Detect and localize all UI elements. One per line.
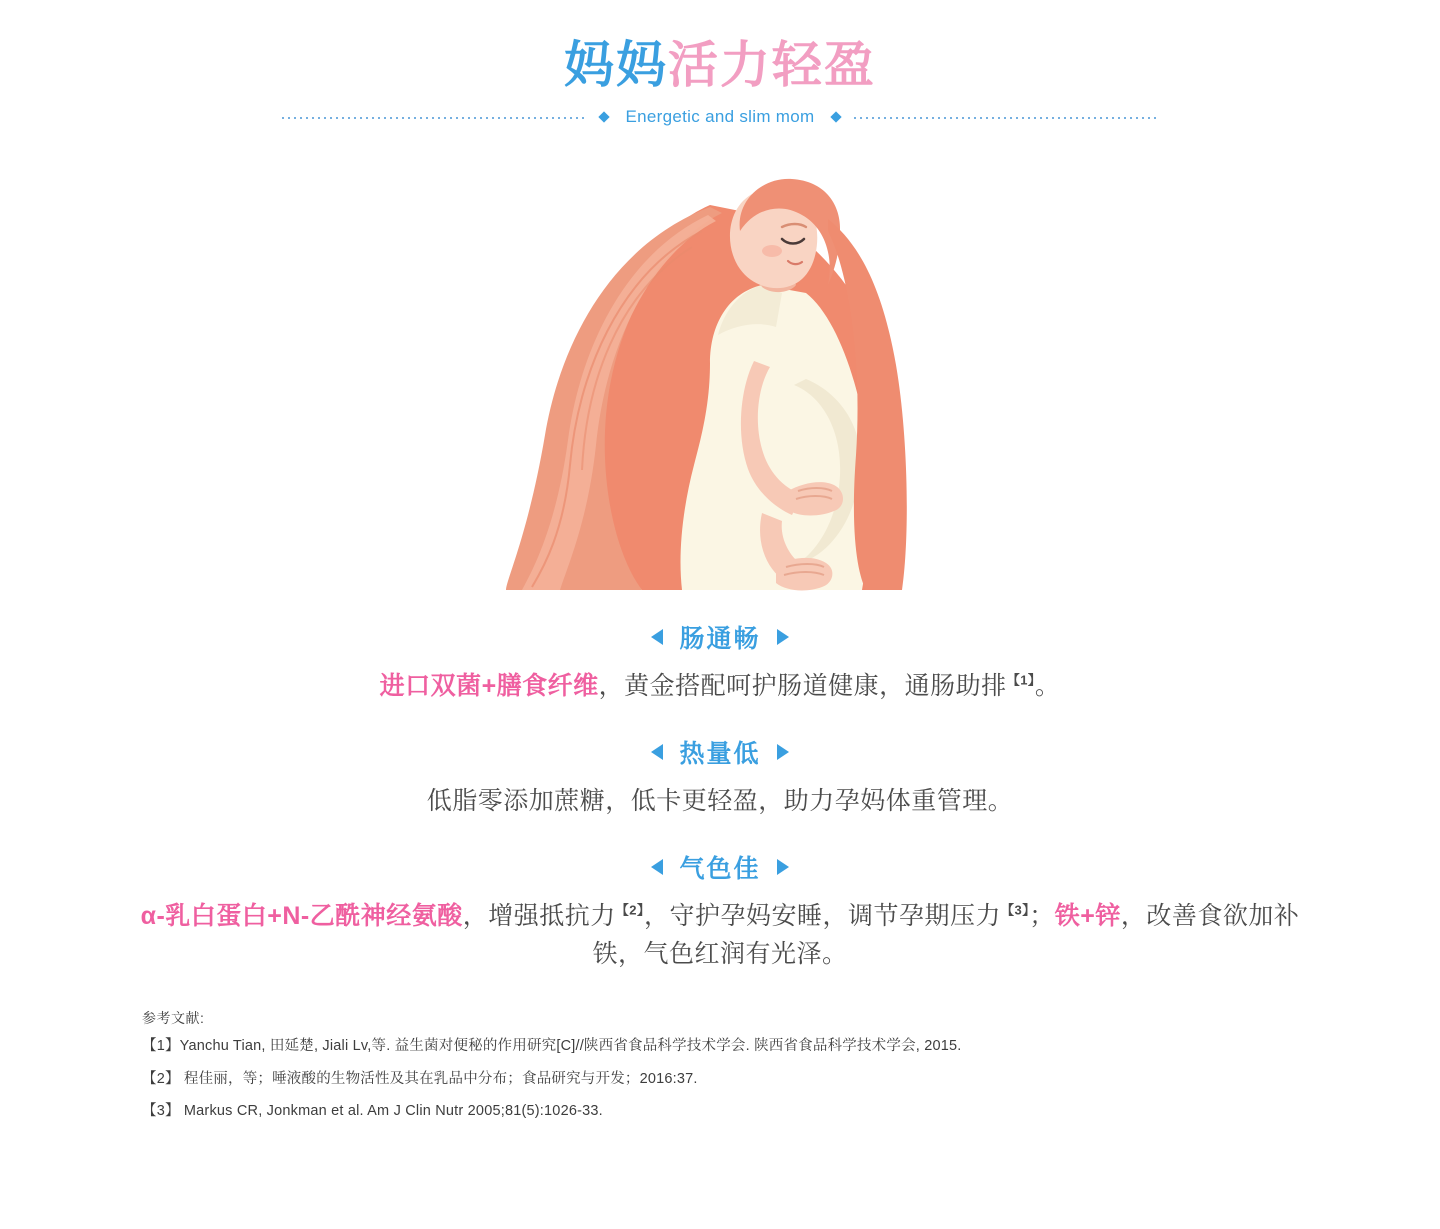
illustration-container [0, 135, 1440, 605]
feature-3-text: ，增强抵抗力 [462, 901, 616, 930]
diamond-icon-right [831, 111, 842, 122]
page-header [0, 0, 1440, 127]
diamond-icon-left [598, 111, 609, 122]
feature-1-header [140, 619, 1300, 655]
subtitle-row [280, 107, 1160, 127]
feature-block-1 [140, 619, 1300, 706]
feature-3-title: 气色佳 [679, 854, 761, 883]
features-section [140, 619, 1300, 974]
feature-block-2 [140, 734, 1300, 821]
references-heading: 参考文献: [142, 1010, 205, 1026]
feature-3-text-mid: ，守护孕妈安睡，调节孕期压力 [644, 901, 1002, 930]
feature-3-highlight: α-乳白蛋白+N-乙酰神经氨酸 [140, 901, 463, 930]
feature-2-header [140, 734, 1300, 770]
feature-3-text-mid2: ； [1029, 901, 1055, 930]
triangle-left-icon [651, 744, 663, 760]
feature-3-reference-mark-2: 【3】 [1001, 902, 1030, 918]
feature-3-text-end: ，改善食欲加补铁，气色红润有光泽。 [592, 901, 1300, 969]
feature-2-text: 低脂零添加蔗糖，低卡更轻盈，助力孕妈体重管理。 [426, 786, 1014, 815]
feature-3-reference-mark-1: 【2】 [615, 902, 645, 918]
feature-2-body [140, 782, 1300, 821]
feature-1-text-end: 。 [1034, 672, 1061, 700]
reference-item: 【3】 Markus CR, Jonkman et al. Am J Clin Nutr 2005;81(5):1026-33. [142, 1103, 603, 1120]
page-title [0, 38, 1440, 93]
page-title-part2: 活力轻盈 [668, 37, 876, 93]
triangle-right-icon [777, 629, 789, 645]
page-title-part1: 妈妈 [564, 37, 668, 93]
triangle-left-icon [651, 629, 663, 645]
feature-1-highlight: 进口双菌+膳食纤维 [379, 672, 599, 700]
feature-3-body [140, 897, 1300, 975]
triangle-left-icon [651, 859, 663, 875]
reference-item: 【2】 程佳丽，等；唾液酸的生物活性及其在乳品中分布；食品研究与开发；2016:37. [142, 1070, 698, 1087]
feature-3-header [140, 849, 1300, 885]
references-section [138, 1008, 1302, 1122]
reference-item: 【1】Yanchu Tian, 田延楚, Jiali Lv,等. 益生菌对便秘的作用研究[C]//陕西省食品科学技术学会. 陕西省食品科学技术学会, 2015. [142, 1038, 962, 1054]
pregnant-woman-illustration [410, 135, 1030, 605]
feature-block-3 [140, 849, 1300, 975]
feature-1-title: 肠通畅 [679, 625, 761, 653]
dotted-divider-right [852, 117, 1160, 119]
feature-1-body [140, 667, 1300, 706]
page-subtitle: Energetic and slim mom [625, 107, 815, 126]
dotted-divider-left [280, 117, 588, 119]
triangle-right-icon [777, 859, 789, 875]
feature-1-reference-mark: 【1】 [1006, 672, 1035, 688]
feature-3-highlight-2: 铁+锌 [1054, 901, 1121, 930]
feature-2-title: 热量低 [679, 739, 761, 768]
feature-1-text: ，黄金搭配呵护肠道健康，通肠助排 [598, 672, 1007, 700]
triangle-right-icon [777, 744, 789, 760]
